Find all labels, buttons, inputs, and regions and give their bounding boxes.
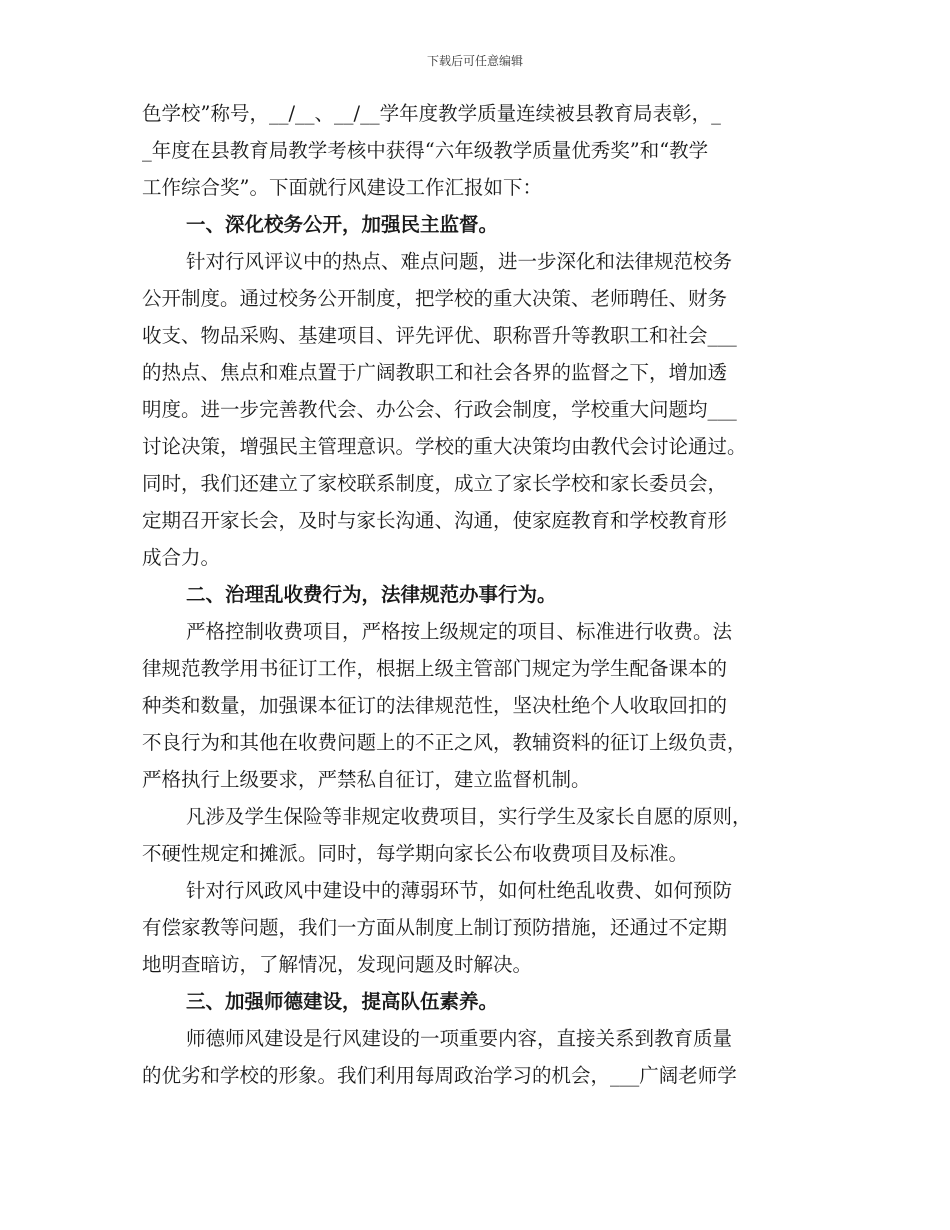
paragraph-line: 讨论决策，增强民主管理意识。学校的重大决策均由教代会讨论通过。 <box>142 435 747 458</box>
page-header: 下载后可任意编辑 <box>426 54 523 68</box>
paragraph-line: 严格执行上级要求，严禁私自征订，建立监督机制。 <box>142 768 591 791</box>
paragraph-line: 定期召开家长会，及时与家长沟通、沟通，使家庭教育和学校教育形 <box>142 509 728 532</box>
paragraph-line: 严格控制收费项目，严格按上级规定的项目、标准进行收费。法 <box>186 620 733 643</box>
paragraph-line: 成合力。 <box>142 546 221 569</box>
paragraph-line: 不硬性规定和摊派。同时，每学期向家长公布收费项目及标准。 <box>142 842 689 865</box>
paragraph-line: 针对行风评议中的热点、难点问题，进一步深化和法律规范校务 <box>186 250 733 273</box>
paragraph-line: 地明查暗访，了解情况，发现问题及时解决。 <box>142 953 533 976</box>
paragraph-line: 律规范教学用书征订工作，根据上级主管部门规定为学生配备课本的 <box>142 657 728 680</box>
paragraph-line: 收支、物品采购、基建项目、评先评优、职称晋升等教职工和社会___ <box>142 324 737 347</box>
paragraph-line: 不良行为和其他在收费问题上的不正之风，教辅资料的征订上级负责， <box>142 731 747 754</box>
paragraph-line: 针对行风政风中建设中的薄弱环节，如何杜绝乱收费、如何预防 <box>186 879 733 902</box>
paragraph-line: 的优劣和学校的形象。我们利用每周政治学习的机会，___广阔老师学 <box>142 1064 737 1087</box>
section-heading: 三、加强师德建设，提高队伍素养。 <box>186 990 499 1013</box>
paragraph-line: 的热点、焦点和难点置于广阔教职工和社会各界的监督之下，增加透 <box>142 361 728 384</box>
paragraph-line: 师德师风建设是行风建设的一项重要内容，直接关系到教育质量 <box>186 1027 733 1050</box>
document-body <box>142 95 810 1094</box>
paragraph-line: 种类和数量，加强课本征订的法律规范性，坚决杜绝个人收取回扣的 <box>142 694 728 717</box>
paragraph-line: 有偿家教等问题，我们一方面从制度上制订预防措施，还通过不定期 <box>142 916 728 939</box>
paragraph-line: 色学校”称号，__/__、__/__学年度教学质量连续被县教育局表彰，_ <box>142 102 721 125</box>
section-heading: 一、深化校务公开，加强民主监督。 <box>186 213 499 236</box>
paragraph-line: _年度在县教育局教学考核中获得“六年级教学质量优秀奖”和“教学 <box>142 139 709 162</box>
paragraph-line: 同时，我们还建立了家校联系制度，成立了家长学校和家长委员会， <box>142 472 728 495</box>
paragraph-line: 工作综合奖”。下面就行风建设工作汇报如下： <box>142 176 542 199</box>
paragraph-line: 公开制度。通过校务公开制度，把学校的重大决策、老师聘任、财务 <box>142 287 728 310</box>
section-heading: 二、治理乱收费行为，法律规范办事行为。 <box>186 583 557 606</box>
paragraph-line: 明度。进一步完善教代会、办公会、行政会制度，学校重大问题均___ <box>142 398 737 421</box>
paragraph-line: 凡涉及学生保险等非规定收费项目，实行学生及家长自愿的原则， <box>186 805 752 828</box>
